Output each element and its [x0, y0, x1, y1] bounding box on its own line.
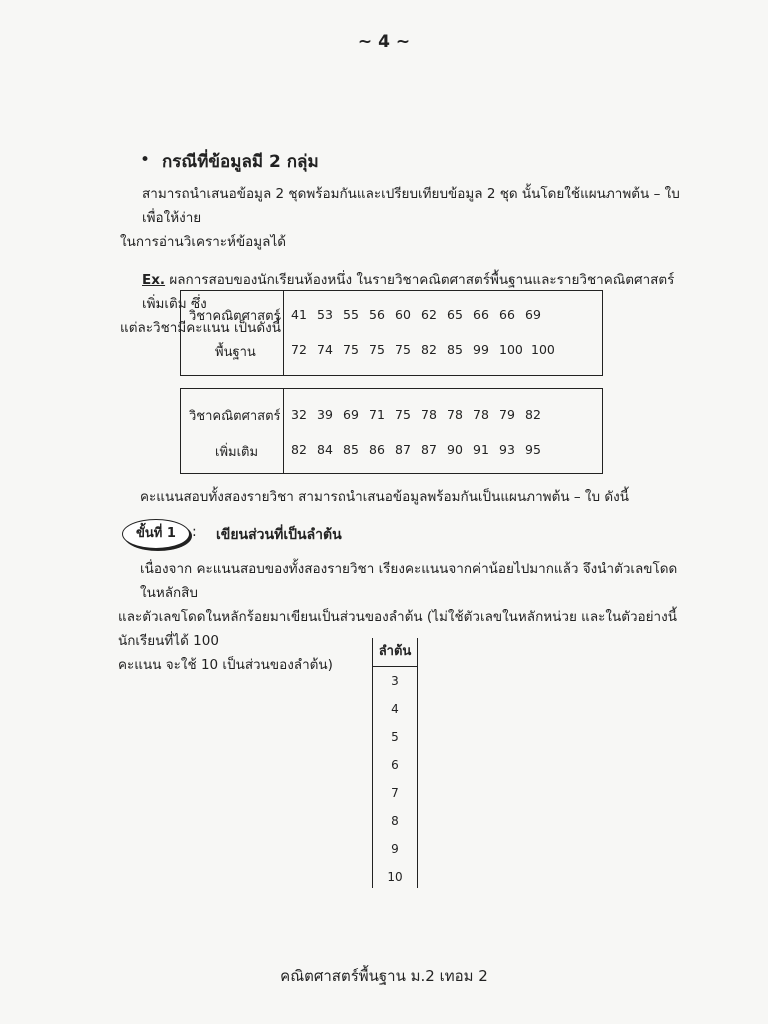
step-colon: :: [192, 524, 197, 540]
score-cell: 87: [421, 442, 437, 457]
score-cell: 85: [447, 342, 463, 357]
stem-value: 8: [391, 814, 399, 828]
score-cell: 75: [395, 342, 411, 357]
score-cell: 78: [473, 407, 489, 422]
additional-math-row-1: [291, 407, 551, 422]
step-line-3: คะแนน จะใช้ 10 เป็นส่วนของลำต้น): [118, 657, 333, 673]
score-cell: 39: [317, 407, 333, 422]
score-cell: 71: [369, 407, 385, 422]
score-cell: 90: [447, 442, 463, 457]
score-cell: 95: [525, 442, 541, 457]
example-text: ผลการสอบของนักเรียนห้องหนึ่ง ในรายวิชาคณิตศาสตร์พื้นฐานและรายวิชาคณิตศาสตร์เพิ่มเติม ซึ่ง: [142, 272, 675, 312]
stem-column: [372, 638, 418, 888]
stem-value: 4: [391, 702, 399, 716]
stem-value: 5: [391, 730, 399, 744]
stem-value: 3: [391, 674, 399, 688]
section-heading: กรณีที่ข้อมูลมี 2 กลุ่ม: [162, 152, 319, 172]
score-cell: 32: [291, 407, 307, 422]
intro-line-2: ในการอ่านวิเคราะห์ข้อมูลได้: [120, 234, 287, 250]
additional-math-table: [180, 388, 603, 474]
score-cell: 85: [343, 442, 359, 457]
basic-math-label-1: วิชาคณิตศาสตร์: [189, 309, 281, 324]
score-cell: 69: [343, 407, 359, 422]
score-cell: 74: [317, 342, 333, 357]
score-cell: 86: [369, 442, 385, 457]
step-line-1: เนื่องจาก คะแนนสอบของทั้งสองรายวิชา เรียงคะแนนจากค่าน้อยไปมากแล้ว จึงนำตัวเลขโดดในหลักสิบ: [140, 561, 678, 601]
page-number: ~ 4 ~: [357, 32, 411, 52]
basic-math-label-2: พื้นฐาน: [215, 345, 256, 360]
score-cell: 69: [525, 307, 541, 322]
score-cell: 99: [473, 342, 489, 357]
score-cell: 53: [317, 307, 333, 322]
score-cell: 78: [421, 407, 437, 422]
step-line-2: และตัวเลขโดดในหลักร้อยมาเขียนเป็นส่วนของลำต้น (ไม่ใช้ตัวเลขในหลักหน่วย และในตัวอย่างนี้นักเรียนที่ได้ 100: [118, 609, 677, 649]
score-cell: 100: [499, 342, 523, 357]
additional-math-label-1: วิชาคณิตศาสตร์: [189, 409, 281, 424]
stem-value: 10: [387, 870, 403, 884]
score-cell: 66: [473, 307, 489, 322]
score-cell: 84: [317, 442, 333, 457]
stem-value: 9: [391, 842, 399, 856]
basic-math-row-2: [291, 342, 563, 357]
additional-math-label-cell: [181, 389, 284, 473]
score-cell: 55: [343, 307, 359, 322]
score-cell: 78: [447, 407, 463, 422]
score-cell: 75: [369, 342, 385, 357]
additional-math-label-2: เพิ่มเติม: [215, 445, 259, 460]
score-cell: 72: [291, 342, 307, 357]
score-cell: 41: [291, 307, 307, 322]
score-cell: 91: [473, 442, 489, 457]
example-label: Ex.: [142, 272, 166, 288]
score-cell: 60: [395, 307, 411, 322]
basic-math-table: [180, 290, 603, 376]
score-cell: 82: [291, 442, 307, 457]
stem-value: 6: [391, 758, 399, 772]
stem-value: 7: [391, 786, 399, 800]
additional-math-row-2: [291, 442, 551, 457]
score-cell: 65: [447, 307, 463, 322]
step-badge: ขั้นที่ 1: [122, 519, 190, 549]
score-cell: 66: [499, 307, 515, 322]
score-cell: 100: [531, 342, 555, 357]
score-cell: 87: [395, 442, 411, 457]
footer-text: คณิตศาสตร์พื้นฐาน ม.2 เทอม 2: [280, 967, 488, 985]
bullet: •: [140, 150, 151, 170]
score-cell: 82: [421, 342, 437, 357]
basic-math-label-cell: [181, 291, 284, 375]
example-line-2: แต่ละวิชามีคะแนน เป็นดังนี้: [120, 320, 281, 336]
score-cell: 62: [421, 307, 437, 322]
step-title: เขียนส่วนที่เป็นลำต้น: [216, 527, 342, 543]
intro-line-1: สามารถนำเสนอข้อมูล 2 ชุดพร้อมกันและเปรียบเทียบข้อมูล 2 ชุด นั้นโดยใช้แผนภาพต้น – ใบ เพื่อให้ง่าย: [142, 186, 680, 226]
score-cell: 75: [395, 407, 411, 422]
summary-text: คะแนนสอบทั้งสองรายวิชา สามารถนำเสนอข้อมูลพร้อมกันเป็นแผนภาพต้น – ใบ ดังนี้: [140, 489, 629, 505]
score-cell: 75: [343, 342, 359, 357]
score-cell: 56: [369, 307, 385, 322]
score-cell: 82: [525, 407, 541, 422]
stem-header: ลำต้น: [373, 640, 417, 667]
score-cell: 79: [499, 407, 515, 422]
basic-math-row-1: [291, 307, 551, 322]
score-cell: 93: [499, 442, 515, 457]
